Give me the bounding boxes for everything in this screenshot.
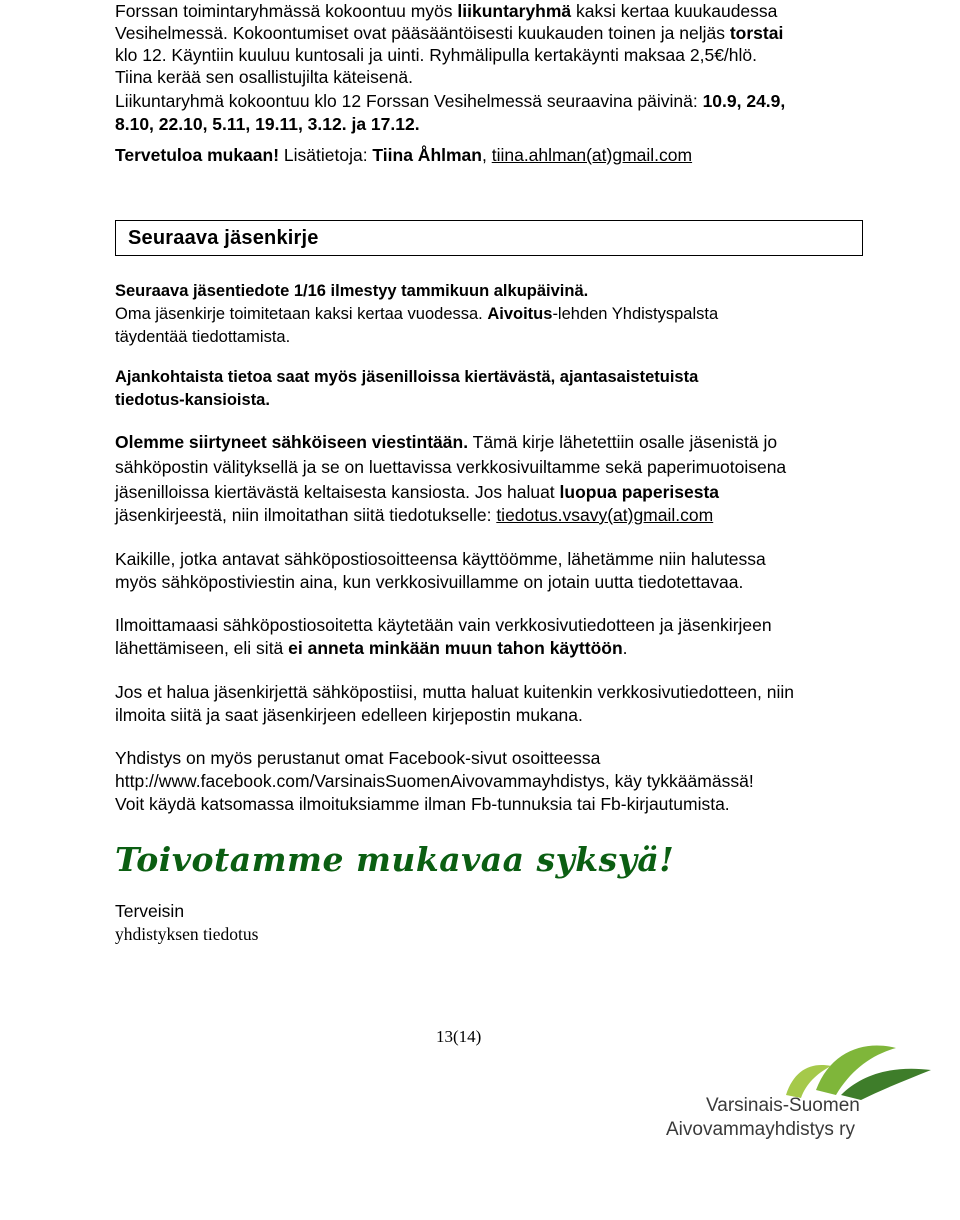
text: Liikuntaryhmä kokoontuu klo 12 Forssan Vesihelmessä seuraavina päivinä: xyxy=(115,91,703,111)
section-p4: Ajankohtaista tietoa saat myös jäsenilloissa kiertävästä, ajantasaistetuista xyxy=(115,368,699,386)
bold-text: Tervetuloa mukaan! xyxy=(115,145,280,165)
bold-text: Olemme siirtyneet sähköiseen viestintään. xyxy=(115,432,469,452)
leaf-logo-icon xyxy=(666,1040,956,1100)
body-a3 xyxy=(115,481,719,504)
text: Lisätietoja: xyxy=(279,145,373,165)
intro-line-1 xyxy=(115,0,777,23)
text: jäsenkirjeestä, niin ilmoitathan siitä tiedotukselle: xyxy=(115,505,497,525)
bold-text: liikuntaryhmä xyxy=(457,1,572,21)
bold-text: luopua paperisesta xyxy=(559,482,720,502)
bold-text: 10.9, 24.9, xyxy=(702,91,786,111)
bold-text: ei anneta minkään muun tahon käyttöön xyxy=(288,638,623,658)
body-e1: Yhdistys on myös perustanut omat Facebook-sivut osoitteessa xyxy=(115,748,601,768)
text: Oma jäsenkirje toimitetaan kaksi kertaa vuodessa. xyxy=(115,305,488,323)
section-title: Seuraava jäsenkirje xyxy=(128,227,319,249)
bold-text: Aivoitus xyxy=(487,305,553,323)
text: , xyxy=(481,145,492,165)
body-e3: Voit käydä katsomassa ilmoituksiamme ilman Fb-tunnuksia tai Fb-kirjautumista. xyxy=(115,794,730,814)
text: . xyxy=(622,638,628,658)
text: -lehden Yhdistyspalsta xyxy=(552,305,719,323)
text: Vesihelmessä. Kokoontumiset ovat pääsääntöisesti kuukauden toinen ja neljäs xyxy=(115,23,730,43)
contact-email-link[interactable]: tiina.ahlman(at)gmail.com xyxy=(491,145,693,165)
body-d1: Jos et halua jäsenkirjettä sähköpostiisi, mutta haluat kuitenkin verkkosivutiedotteen, niin xyxy=(115,682,794,702)
text: lähettämiseen, eli sitä xyxy=(115,638,289,658)
facebook-link[interactable]: http://www.facebook.com/VarsinaisSuomenAivovammayhdistys, käy tykkäämässä! xyxy=(115,771,754,791)
section-title-box xyxy=(115,220,863,256)
body-a4 xyxy=(115,504,713,527)
intro-line-7 xyxy=(115,144,692,167)
section-p2 xyxy=(115,303,718,325)
logo-text-line-2: Aivovammayhdistys ry xyxy=(666,1119,855,1140)
text: jäsenilloissa kiertävästä keltaisesta kansiosta. Jos haluat xyxy=(115,482,560,502)
body-a1 xyxy=(115,431,777,454)
logo-text-line-1: Varsinais-Suomen xyxy=(706,1095,860,1116)
body-d2: ilmoita siitä ja saat jäsenkirjeen edelleen kirjepostin mukana. xyxy=(115,705,583,725)
page-number: 13(14) xyxy=(436,1027,482,1046)
association-logo xyxy=(666,1040,956,1150)
section-p1: Seuraava jäsentiedote 1/16 ilmestyy tammikuun alkupäivinä. xyxy=(115,282,589,300)
contact-name: Tiina Åhlman xyxy=(372,145,482,165)
closing-wish: Toivotamme mukavaa syksyä! xyxy=(115,840,675,879)
body-c2 xyxy=(115,637,628,660)
intro-line-6: 8.10, 22.10, 5.11, 19.11, 3.12. ja 17.12. xyxy=(115,114,420,134)
text: kaksi kertaa kuukaudessa xyxy=(571,1,778,21)
closing-greeting: Terveisin xyxy=(115,901,185,921)
text: Forssan toimintaryhmässä kokoontuu myös xyxy=(115,1,458,21)
body-c1: Ilmoittamaasi sähköpostiosoitetta käytetään vain verkkosivutiedotteen ja jäsenkirjeen xyxy=(115,615,772,635)
bold-text: torstai xyxy=(729,23,784,43)
intro-line-3: klo 12. Käyntiin kuuluu kuntosali ja uinti. Ryhmälipulla kertakäynti maksaa 2,5€/hlö. xyxy=(115,45,758,65)
body-b2: myös sähköpostiviestin aina, kun verkkosivuillamme on jotain uutta tiedotettavaa. xyxy=(115,572,744,592)
body-a2: sähköpostin välityksellä ja se on luettavissa verkkosivuiltamme sekä paperimuotoisena xyxy=(115,457,787,477)
section-p5: tiedotus-kansioista. xyxy=(115,391,270,409)
text: Tämä kirje lähetettiin osalle jäsenistä jo xyxy=(468,432,778,452)
intro-line-5 xyxy=(115,90,785,113)
closing-sender: yhdistyksen tiedotus xyxy=(115,924,259,944)
intro-line-2 xyxy=(115,22,783,45)
body-b1: Kaikille, jotka antavat sähköpostiosoitteensa käyttöömme, lähetämme niin halutessa xyxy=(115,549,766,569)
section-p3: täydentää tiedottamista. xyxy=(115,328,291,346)
intro-line-4: Tiina kerää sen osallistujilta käteisenä. xyxy=(115,67,413,87)
tiedotus-email-link[interactable]: tiedotus.vsavy(at)gmail.com xyxy=(496,505,714,525)
